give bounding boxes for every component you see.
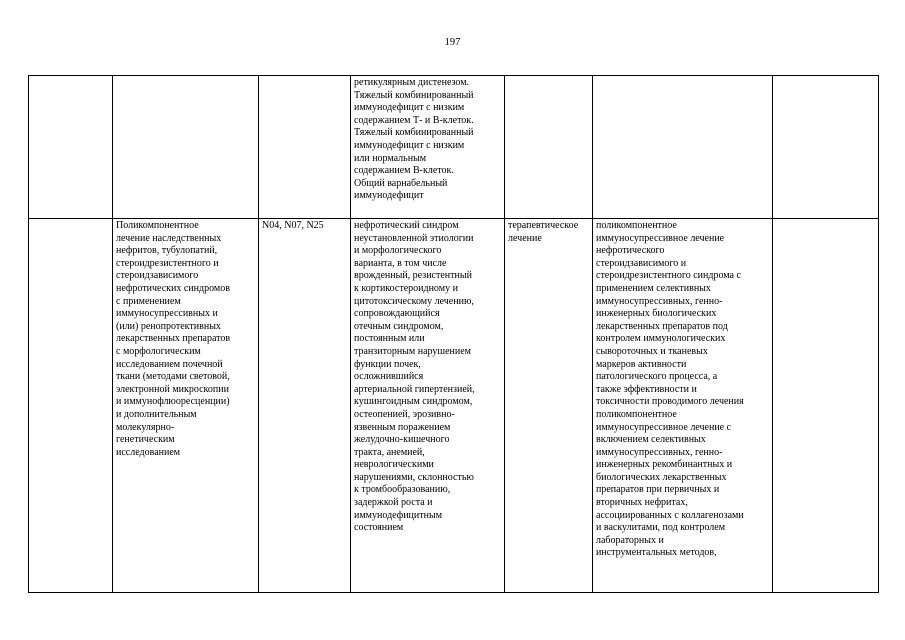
table-cell-cost (773, 76, 879, 219)
table-row (29, 76, 879, 219)
table-cell-treatment-type (505, 76, 593, 219)
table-cell-care-type (113, 76, 259, 219)
table-cell-treatment-method (593, 76, 773, 219)
table-cell-patient-model: нефротический синдром неустановленной этиологии и морфологического варианта, в том числе врожденный, резистентный к кортикостероидному и цитотоксическому лечению, сопровождающийся отечным синдромом, постоянным или транзиторным нарушением функции почек, осложнившийся артериальной гипертензией, кушингоидным синдромом, остеопенией, эрозивно- язвенным поражением желудочно-кишечного тракта, анемией, неврологическими нарушениями, склонностью к тромбообразованию, задержкой роста и иммунодефицитным состоянием (351, 219, 505, 593)
table-row (29, 219, 879, 593)
table-cell-patient-model: ретикулярным дистенезом. Тяжелый комбинированный иммунодефицит с низким содержанием Т- и В-клеток. Тяжелый комбинированный иммунодефицит с низким или нормальным содержанием В-клеток. Общий варнабельный иммунодефицит (351, 76, 505, 219)
table-cell-care-type: Поликомпонентное лечение наследственных нефритов, тубулопатий, стероидрезистентного и стероидзависимого нефротических синдромов с применением иммуносупрессивных и (или) ренопротективных лекарственных препаратов с морфологическим исследованием почечной ткани (методами световой, электронной микроскопии и иммунофлюоресценции) и дополнительным молекулярно- генетическим исследованием (113, 219, 259, 593)
table-cell-number (29, 76, 113, 219)
table-cell-number (29, 219, 113, 593)
table-cell-icd-codes: N04, N07, N25 (259, 219, 351, 593)
table-cell-cost (773, 219, 879, 593)
table-cell-icd-codes (259, 76, 351, 219)
table-cell-treatment-type: терапевтическое лечение (505, 219, 593, 593)
page-number: 197 (444, 37, 461, 48)
table-cell-treatment-method: поликомпонентное иммуносупрессивное лечение нефротического стероидзависимого и стероидрезистентного синдрома с применением селективных иммуносупрессивных, генно- инженерных биологических лекарственных препаратов под контролем иммунологических сывороточных и тканевых маркеров активности патологического процесса, а также эффективности и токсичности проводимого лечения поликомпонентное иммуносупрессивное лечение с включением селективных иммуносупрессивных, генно- инженерных рекомбинантных и биологических лекарственных препаратов при первичных и вторичных нефритах, ассоциированных с коллагенозами и васкулитами, под контролем лабораторных и инструментальных методов, (593, 219, 773, 593)
medical-care-table (28, 75, 879, 593)
